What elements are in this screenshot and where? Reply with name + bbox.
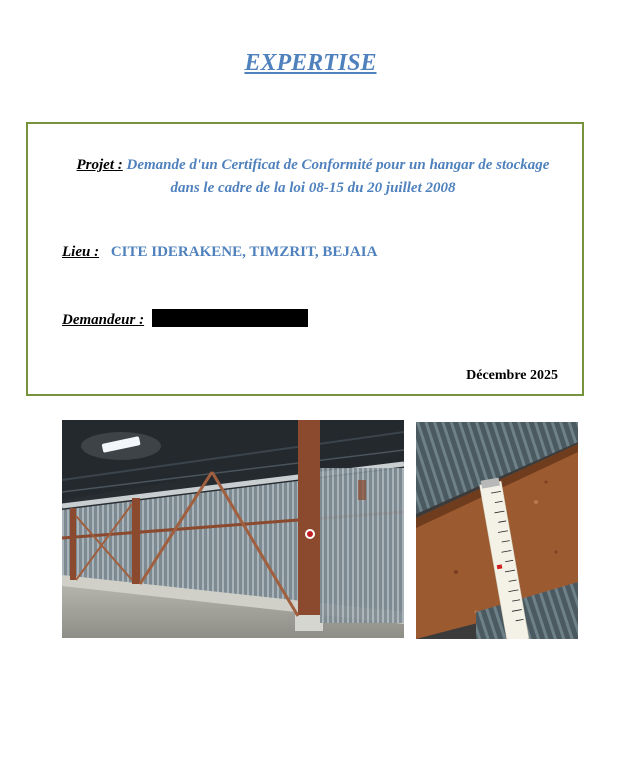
lieu-label: Lieu : <box>62 244 100 260</box>
page-title: EXPERTISE <box>244 50 377 76</box>
report-date: Décembre 2025 <box>466 368 558 383</box>
projet-block <box>68 154 558 200</box>
demandeur-block <box>62 309 308 329</box>
redacted-name-bar <box>152 309 308 327</box>
tape-measure-photo <box>416 422 578 639</box>
project-info-box <box>26 122 584 396</box>
lieu-block <box>62 244 377 261</box>
lieu-value: CITE IDERAKENE, TIMZRIT, BEJAIA <box>110 244 378 260</box>
demandeur-label: Demandeur : <box>62 312 145 328</box>
projet-text: Demande d'un Certificat de Conformité pour un hangar de stockage dans le cadre de la loi 08-15 du 20 juillet 2008 <box>126 157 550 196</box>
projet-label: Projet : <box>76 157 123 173</box>
hangar-interior-photo <box>62 420 404 638</box>
